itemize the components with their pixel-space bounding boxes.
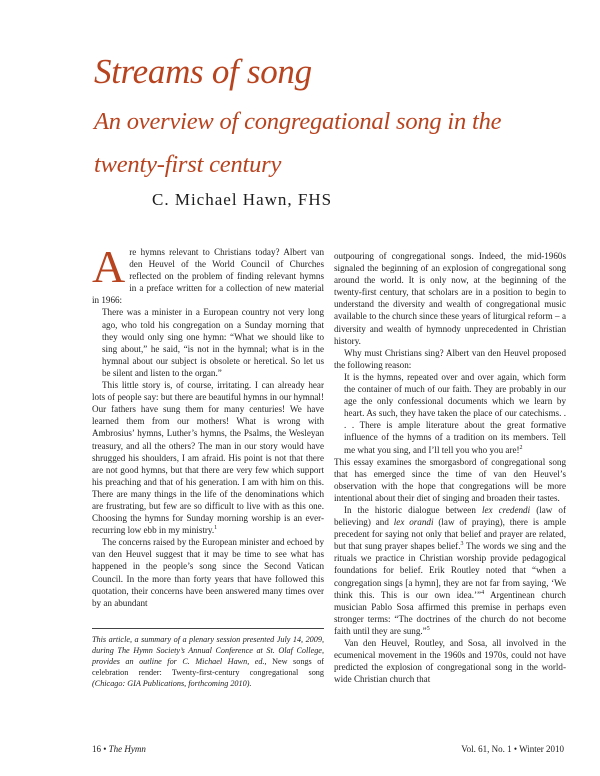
left-column	[92, 241, 324, 609]
block-quote-minister: There was a minister in a European country not very long ago, who told his congregation on a Sunday morning that they would only sing one hymn: “What we should like to sing about,” he said, “is not in the hymnal; what is in the hymnal about our subject is obsolete or heretical. So let us be silent and listen to the organ.”	[102, 307, 324, 378]
drop-cap: A	[92, 241, 126, 292]
page-footer	[92, 744, 564, 758]
block-quote-heuvel: It is the hymns, repeated over and over again, which form the container of much of our faith. They are probably in our age the only confessional documents which we learn by heart. As such, they have taken the place of our catechisms. . . . There is ample literature about the great formative influence of the hymns of a tradition on its members. Tell me what you sing, and I’ll tell you who you are!$^2$	[344, 371, 566, 455]
footer-left: 16 • The Hymn	[92, 744, 146, 754]
book-title: New songs of celebration render: Twenty-first-century congregational song	[92, 657, 325, 677]
intro-text: re hymns relevant to Christians today? Albert van den Heuvel of the World Council of Churches reflected on the problem of finding relevant hymns in a preface written for a collection of new material in 1966:	[92, 247, 324, 306]
body-paragraph: Why must Christians sing? Albert van den Heuvel proposed the following reason:	[334, 347, 566, 370]
article-subtitle: An overview of congregational song in the twenty-first century	[94, 108, 502, 178]
body-paragraph: The concerns raised by the European minister and echoed by van den Heuvel suggest that it may be time to see what has happened in the people’s song since the Second Vatican Council. In the more than forty years that have followed this quotation, their concerns have been answered many times over by an abundant	[92, 537, 324, 608]
author-byline: C. Michael Hawn, FHS	[152, 190, 333, 209]
footnote-ref-2: 2	[519, 444, 523, 451]
article-title: Streams of song	[94, 52, 312, 91]
right-column	[334, 250, 566, 685]
journal-name: The Hymn	[108, 744, 146, 754]
issue-info: Vol. 61, No. 1 • Winter 2010	[461, 744, 564, 754]
intro-paragraph	[92, 241, 324, 306]
body-paragraph: Van den Heuvel, Routley, and Sosa, all involved in the ecumenical movement in the 1960s and 1970s, could not have predicted the explosion of congregational song in the world-wide Christian church that	[334, 638, 566, 685]
footnote-ref-3: 3	[460, 541, 464, 548]
body-paragraph: outpouring of congregational songs. Indeed, the mid-1960s signaled the beginning of an explosion of congregational song around the world. It is only now, at the beginning of the twenty-first century, that scholars are in a position to begin to understand the diversity and wealth of congregational music available to the church since these years of liturgical reform – a diversity and wealth of hymnody unprecedented in Christian history.	[334, 251, 566, 346]
body-paragraph: This essay examines the smorgasbord of congregational song that has emerged since the time of van den Heuvel’s observation with the hope that congregations will be more intentional about their diet of singing and broaden their tastes.	[334, 456, 566, 503]
article-note: This article, a summary of a plenary session presented July 14, 2009, during The Hymn Society’s Annual Conference at St. Olaf College, provides an outline for C. Michael Hawn, ed., New songs of celebration render: Twenty-first-century congregational song (Chicago: GIA Publications, forthcoming 2010).	[92, 628, 324, 689]
body-paragraph: In the historic dialogue between lex credendi (law of believing) and lex orandi (law of praying), there is ample precedent for saying not only that belief and prayer are related, but that sung prayer shapes belief.$^3$ The words we sing and the rituals we practice in Christian worship provide pedagogical foundations for belief. Erik Routley noted that “when a congregation sings [a hymn], they are not far from saying, ‘We think this. This is our own idea.’”$^4$ Argentinean church musician Pablo Sosa affirmed this premise in perhaps even stronger terms: “The doctrines of the church do not become faith until they are sung.”$^5$	[334, 504, 566, 636]
quote-continuation: This little story is, of course, irritating. I can already hear lots of people say: but there are beautiful hymns in our hymnal! Our fathers have sung them for many centuries! We have learned them from our mothers! What is wrong with Ambrosius’ hymns, Luther’s hymns, the Psalms, the Wesleyan treasury, and all the others? The man in our story would have shrugged his shoulders, I am afraid. His point is not that there are not good hymns, but that there are very few which support his preaching and that of his generation. I am with him on this. There are many things in the life of the denominations which are frustrating, but few are so difficult to live with as this one. Choosing the hymns for Sunday morning worship is an ever-recurring low ebb in my ministry.$^1$	[92, 380, 324, 536]
footnote-ref-5: 5	[426, 625, 430, 632]
footnote-ref-1: 1	[214, 525, 218, 532]
page-number: 16	[92, 744, 101, 754]
footnote-ref-4: 4	[481, 589, 485, 596]
